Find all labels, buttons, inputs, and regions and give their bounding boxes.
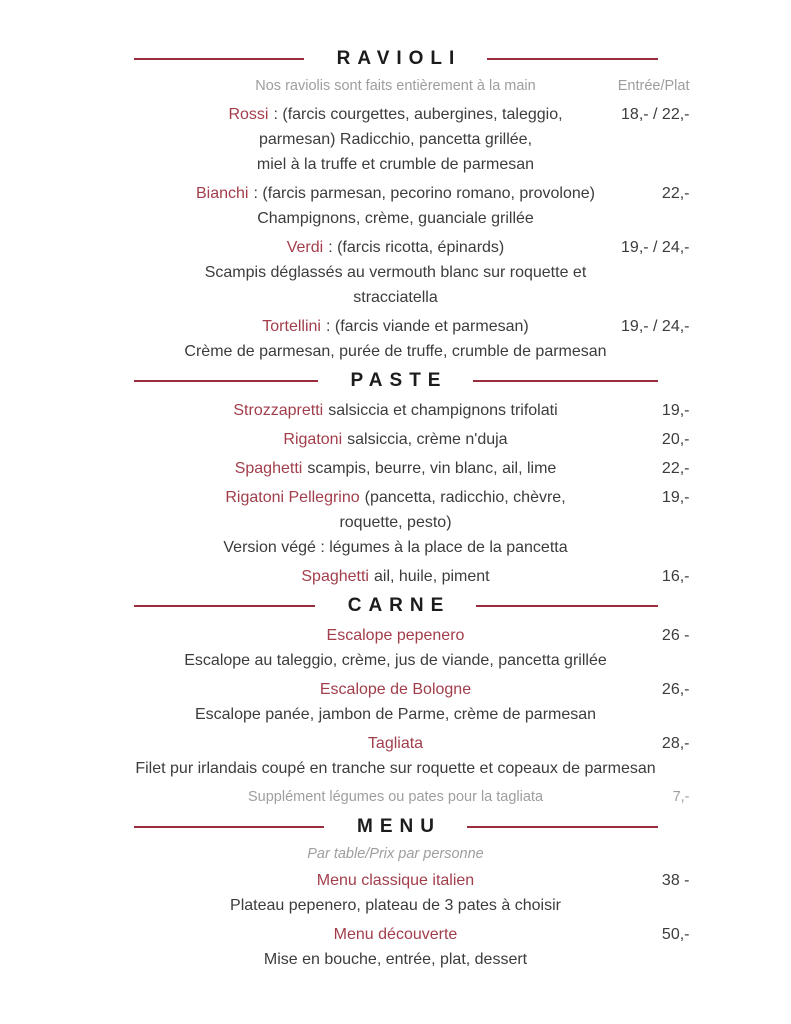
item-description-line: Version végé : légumes à la place de la pancetta <box>223 539 568 556</box>
item-description-line: Filet pur irlandais coupé en tranche sur roquette et copeaux de parmesan <box>135 760 656 777</box>
decorative-rule <box>473 380 657 382</box>
decorative-rule <box>467 826 658 828</box>
menu-item-tortellini <box>102 314 690 364</box>
item-name: Strozzapretti <box>233 402 324 419</box>
item-head-row <box>102 181 690 206</box>
menu-section-menu <box>102 815 690 972</box>
item-price: 22,- <box>661 460 690 477</box>
section-title-menu: MENU <box>357 816 441 837</box>
decorative-rule <box>134 380 318 382</box>
item-head-row <box>102 677 690 702</box>
item-head-row <box>102 623 690 648</box>
supplement-price: 7,- <box>672 789 690 805</box>
item-description-line: Crème de parmesan, purée de truffe, crumble de parmesan <box>184 343 607 360</box>
item-description-line: Escalope au taleggio, crème, jus de viande, pancetta grillée <box>184 652 607 669</box>
item-description-line: Escalope panée, jambon de Parme, crème de parmesan <box>194 706 597 723</box>
section-heading-row <box>102 815 690 839</box>
supplement-row <box>102 785 690 810</box>
item-description-line: Champignons, crème, guanciale grillée <box>257 210 534 227</box>
item-price: 18,- / 22,- <box>621 106 690 123</box>
item-description-line: parmesan) Radicchio, pancetta grillée, <box>258 131 533 148</box>
item-head-row <box>102 456 690 481</box>
item-name: Bianchi <box>196 185 249 202</box>
item-name: Verdi <box>286 239 324 256</box>
menu-item-escalope-bologne <box>102 677 690 727</box>
section-heading-row <box>102 594 690 618</box>
item-name: Rossi <box>228 106 269 123</box>
menu-item-menu-decouverte <box>102 922 690 972</box>
decorative-rule <box>134 826 325 828</box>
menu-item-tagliata <box>102 731 690 781</box>
item-description: salsiccia, crème n'duja <box>347 431 508 448</box>
item-price: 19,- / 24,- <box>621 239 690 256</box>
section-title-ravioli: RAVIOLI <box>336 48 462 69</box>
item-description: scampis, beurre, vin blanc, ail, lime <box>307 460 557 477</box>
item-name: Tagliata <box>367 735 424 752</box>
item-description: ail, huile, piment <box>373 568 490 585</box>
item-description-line: Scampis déglassés au vermouth blanc sur roquette et <box>204 264 587 281</box>
item-name: Rigatoni Pellegrino <box>225 489 360 506</box>
menu-item-spaghetti-aglio <box>102 564 690 589</box>
item-price: 26,- <box>661 681 690 698</box>
item-description-line: Mise en bouche, entrée, plat, dessert <box>263 951 528 968</box>
item-price: 19,- / 24,- <box>621 318 690 335</box>
item-description-line: miel à la truffe et crumble de parmesan <box>256 156 535 173</box>
item-price: 28,- <box>661 735 690 752</box>
item-head-row <box>102 731 690 756</box>
menu-item-verdi <box>102 235 690 310</box>
supplement-text: Supplément légumes ou pates pour la tagliata <box>247 789 544 805</box>
decorative-rule <box>134 605 315 607</box>
item-name: Spaghetti <box>301 568 369 585</box>
menu-section-carne <box>102 594 690 810</box>
item-description: : (farcis courgettes, aubergines, taleggio, <box>273 106 563 123</box>
item-head-row <box>102 314 690 339</box>
menu-item-bianchi <box>102 181 690 231</box>
menu-item-escalope-pepenero <box>102 623 690 673</box>
section-heading-row <box>102 47 690 71</box>
item-name: Tortellini <box>262 318 321 335</box>
menu-item-menu-classique <box>102 868 690 918</box>
item-head-row <box>102 102 690 127</box>
item-name: Rigatoni <box>283 431 343 448</box>
decorative-rule <box>487 58 657 60</box>
item-head-row <box>102 785 690 810</box>
item-description: (pancetta, radicchio, chèvre, <box>364 489 566 506</box>
menu-item-rossi <box>102 102 690 177</box>
item-head-row <box>102 922 690 947</box>
item-price: 22,- <box>661 185 690 202</box>
item-description-line: roquette, pesto) <box>339 514 452 531</box>
item-price: 20,- <box>661 431 690 448</box>
item-head-row <box>102 485 690 510</box>
menu-item-spaghetti-scampis <box>102 456 690 481</box>
menu-pricing-note: Par table/Prix par personne <box>307 846 484 862</box>
menu-item-rigatoni-pellegrino <box>102 485 690 560</box>
menu-section-paste <box>102 369 690 589</box>
item-description: salsiccia et champignons trifolati <box>328 402 558 419</box>
item-price: 38 - <box>661 872 690 889</box>
restaurant-menu <box>102 0 690 972</box>
item-head-row <box>102 398 690 423</box>
item-name: Escalope pepenero <box>326 627 465 644</box>
section-title-carne: CARNE <box>347 595 451 616</box>
section-heading-row <box>102 369 690 393</box>
item-description: : (farcis parmesan, pecorino romano, provolone) <box>253 185 595 202</box>
decorative-rule <box>134 58 304 60</box>
menu-section-ravioli <box>102 47 690 364</box>
item-price: 26 - <box>661 627 690 644</box>
item-head-row <box>102 564 690 589</box>
item-head-row <box>102 868 690 893</box>
item-description-line: Plateau pepenero, plateau de 3 pates à choisir <box>230 897 561 914</box>
item-price: 50,- <box>661 926 690 943</box>
item-head-row <box>102 427 690 452</box>
menu-item-rigatoni <box>102 427 690 452</box>
price-column-header: Entrée/Plat <box>617 78 690 94</box>
item-head-row <box>102 235 690 260</box>
menu-item-strozzapretti <box>102 398 690 423</box>
item-name: Menu découverte <box>333 926 458 943</box>
item-description-line: stracciatella <box>353 289 438 306</box>
item-price: 16,- <box>661 568 690 585</box>
item-description: : (farcis ricotta, épinards) <box>328 239 505 256</box>
item-name: Spaghetti <box>234 460 303 477</box>
item-name: Escalope de Bologne <box>319 681 472 698</box>
section-title-paste: PASTE <box>350 370 448 391</box>
item-price: 19,- <box>661 402 690 419</box>
section-note: Nos raviolis sont faits entièrement à la main <box>255 78 536 94</box>
section-note-row <box>102 76 690 96</box>
item-description: : (farcis viande et parmesan) <box>325 318 529 335</box>
decorative-rule <box>476 605 657 607</box>
item-name: Menu classique italien <box>316 872 475 889</box>
item-price: 19,- <box>661 489 690 506</box>
